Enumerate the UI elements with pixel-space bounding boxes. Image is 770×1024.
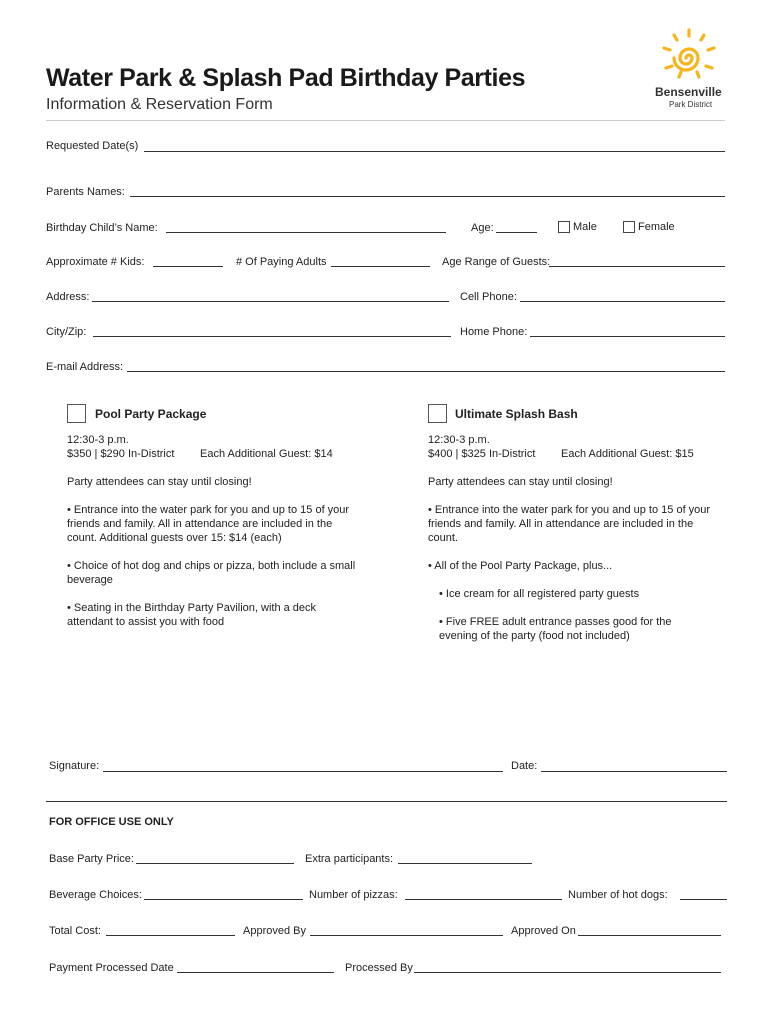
requested-dates-field[interactable] [144, 151, 725, 152]
cell-phone-field[interactable] [520, 301, 725, 302]
pool-party-time: 12:30-3 p.m. [67, 434, 129, 446]
processed-by-label: Processed By [345, 962, 413, 974]
address-field[interactable] [92, 301, 449, 302]
extra-participants-field[interactable] [398, 863, 532, 864]
total-cost-field[interactable] [106, 935, 235, 936]
male-checkbox[interactable] [558, 221, 570, 233]
logo-name: Bensenville [655, 85, 722, 99]
city-zip-field[interactable] [93, 336, 451, 337]
pool-party-title: Pool Party Package [95, 407, 207, 421]
pool-party-bullet-2: • Choice of hot dog and chips or pizza, both include a small beverage [67, 560, 356, 586]
payment-date-label: Payment Processed Date [49, 962, 174, 974]
approx-kids-field[interactable] [153, 266, 223, 267]
page-subtitle: Information & Reservation Form [46, 96, 273, 113]
number-hot-dogs-label: Number of hot dogs: [568, 889, 668, 901]
base-price-field[interactable] [136, 863, 294, 864]
male-label: Male [573, 221, 597, 233]
approx-kids-label: Approximate # Kids: [46, 256, 145, 268]
email-label: E-mail Address: [46, 361, 124, 373]
ultimate-splash-bullet-4: • Five FREE adult entrance passes good for the evening of the party (food not included) [439, 616, 672, 642]
number-pizzas-field[interactable] [405, 899, 562, 900]
extra-participants-label: Extra participants: [305, 853, 394, 865]
ultimate-splash-bullet-2: • All of the Pool Party Package, plus... [428, 560, 613, 572]
processed-by-field[interactable] [414, 972, 721, 973]
home-phone-field[interactable] [530, 336, 725, 337]
date-field[interactable] [541, 771, 727, 772]
pool-party-bullet-1: • Entrance into the water park for you and up to 15 of your friends and family. All in attendance are included in the count. Additional guests over 15: $14 (each) [67, 504, 350, 544]
pool-party-bullet-3: • Seating in the Birthday Party Pavilion, with a deck attendant to assist you with food [67, 602, 317, 628]
home-phone-label: Home Phone: [460, 326, 528, 338]
approved-by-field[interactable] [310, 935, 503, 936]
age-range-field[interactable] [549, 266, 725, 267]
age-range-label: Age Range of Guests: [442, 256, 551, 268]
pool-party-stay: Party attendees can stay until closing! [67, 476, 252, 488]
ultimate-splash-additional: Each Additional Guest: $15 [561, 448, 694, 460]
ultimate-splash-price: $400 | $325 In-District [428, 448, 536, 460]
approved-on-label: Approved On [511, 925, 576, 937]
parents-names-field[interactable] [130, 196, 725, 197]
date-label: Date: [511, 760, 538, 772]
base-price-label: Base Party Price: [49, 853, 134, 865]
female-label: Female [638, 221, 675, 233]
header-divider [46, 120, 725, 121]
sun-logo-icon [652, 26, 726, 86]
ultimate-splash-bullet-1: • Entrance into the water park for you and up to 15 of your friends and family. All in attendance are included in the count. [428, 504, 711, 544]
ultimate-splash-title: Ultimate Splash Bash [455, 407, 578, 421]
total-cost-label: Total Cost: [49, 925, 101, 937]
approved-by-label: Approved By [243, 925, 306, 937]
page-title: Water Park & Splash Pad Birthday Parties [46, 64, 526, 92]
ultimate-splash-bullet-3: • Ice cream for all registered party guests [439, 588, 640, 600]
email-field[interactable] [127, 371, 725, 372]
ultimate-splash-stay: Party attendees can stay until closing! [428, 476, 613, 488]
signature-label: Signature: [49, 760, 100, 772]
paying-adults-field[interactable] [331, 266, 430, 267]
ultimate-splash-checkbox[interactable] [428, 404, 447, 423]
number-pizzas-label: Number of pizzas: [309, 889, 398, 901]
paying-adults-label: # Of Paying Adults [236, 256, 327, 268]
beverage-choices-field[interactable] [144, 899, 303, 900]
pool-party-checkbox[interactable] [67, 404, 86, 423]
age-field[interactable] [496, 232, 537, 233]
number-hot-dogs-field[interactable] [680, 899, 727, 900]
office-divider [46, 801, 727, 802]
pool-party-additional: Each Additional Guest: $14 [200, 448, 333, 460]
address-label: Address: [46, 291, 90, 303]
city-zip-label: City/Zip: [46, 326, 87, 338]
pool-party-price: $350 | $290 In-District [67, 448, 175, 460]
beverage-choices-label: Beverage Choices: [49, 889, 142, 901]
age-label: Age: [471, 222, 494, 234]
ultimate-splash-time: 12:30-3 p.m. [428, 434, 490, 446]
child-name-field[interactable] [166, 232, 446, 233]
payment-date-field[interactable] [177, 972, 334, 973]
office-use-heading: FOR OFFICE USE ONLY [49, 816, 174, 828]
child-name-label: Birthday Child’s Name: [46, 222, 158, 234]
cell-phone-label: Cell Phone: [460, 291, 517, 303]
logo-subtitle: Park District [669, 100, 713, 109]
approved-on-field[interactable] [578, 935, 721, 936]
parents-names-label: Parents Names: [46, 186, 125, 198]
female-checkbox[interactable] [623, 221, 635, 233]
signature-field[interactable] [103, 771, 503, 772]
bensenville-logo [652, 26, 726, 108]
requested-dates-label: Requested Date(s) [46, 140, 139, 152]
